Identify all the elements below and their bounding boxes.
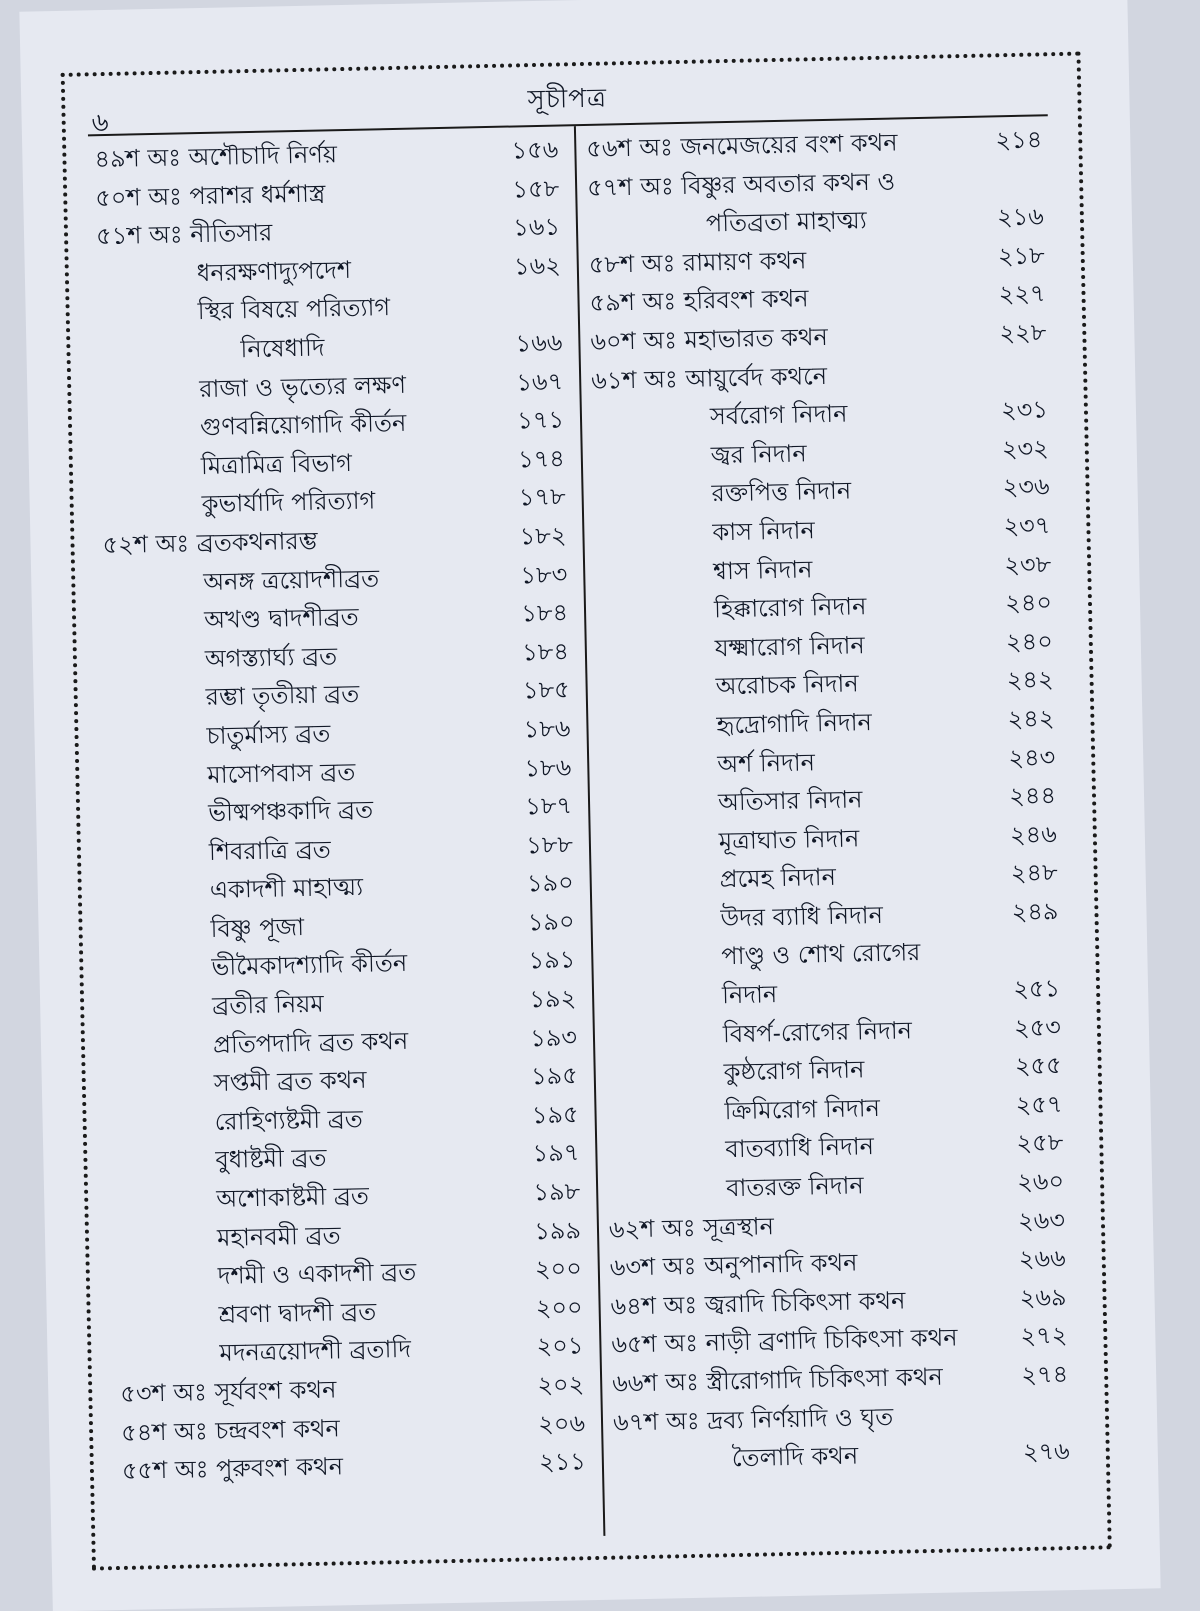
toc-entry-page: ২৬৩ [1017,1205,1066,1235]
toc-entry-page: ২০২ [537,1370,585,1400]
toc-entry-page: ২৫৮ [1016,1128,1064,1158]
toc-entry-page: ২৪৪ [1008,781,1057,811]
toc-entry-page: ২৬৬ [1018,1244,1066,1274]
toc-entry-title: অখণ্ড দ্বাদশীব্রত [203,602,359,635]
toc-entry-page: ২১১ [538,1447,587,1477]
toc-entry-page: ১৮৬ [523,714,571,744]
toc-entry-title: নিষেধাদি [240,333,325,364]
book-page [19,0,1160,1611]
toc-entry-title: বাতব্যাধি নিদান [725,1132,875,1164]
toc-entry-page: ২৪০ [1005,626,1054,656]
toc-entry-title: ৬৬শ অঃ স্ত্রীরোগাদি চিকিৎসা কথন [611,1362,944,1398]
toc-entry-page: ২১৬ [996,202,1045,232]
toc-entry-title: অরোচক নিদান [715,669,859,701]
toc-entry-title: পাণ্ডু ও শোথ রোগের [721,938,921,971]
toc-entry-title: ৫০শ অঃ পরাশর ধর্মশাস্ত্র [94,179,326,212]
toc-entry-page: ১৭৪ [517,444,566,474]
toc-entry-title: মহানবমী ব্রত [216,1220,341,1252]
toc-entry-page: ২৩৮ [1004,549,1052,579]
toc-entry-page: ২৪৯ [1011,897,1059,927]
toc-entry-title: জ্বর নিদান [710,439,807,470]
toc-entry-title: কুভার্যাদি পরিত্যাগ [201,486,376,519]
toc-entry-title: রম্ভা তৃতীয়া ব্রত [205,680,360,712]
toc-entry-page: ১৬২ [513,251,562,281]
toc-entry-title: প্রতিপদাদি ব্রত কথন [212,1026,409,1059]
toc-entry-page: ২২৭ [998,279,1046,309]
toc-entry-title: ৫৯শ অঃ হরিবংশ কথন [589,284,809,318]
toc-entry-page: ২৭২ [1020,1321,1068,1351]
toc-entry-title: সর্বরোগ নিদান [709,399,848,431]
toc-entry-page: ২৩৭ [1003,511,1051,541]
toc-entry-page: ২৪২ [1007,704,1055,734]
toc-entry-page: ২০০ [534,1254,583,1284]
toc-entry-page: ১৯৯ [533,1215,582,1245]
toc-entry-title: পতিব্রতা মাহাত্ম্য [705,206,867,238]
toc-entry-page: ২৫৭ [1015,1090,1063,1119]
toc-entry-title: হিক্কারোগ নিদান [713,592,867,624]
page-title: সূচীপত্র [527,83,608,116]
toc-entry-title: ৫৪শ অঃ চন্দ্রবংশ কথন [120,1413,341,1447]
left-column [88,130,592,1490]
toc-entry-title: ৫৬শ অঃ জনমেজয়ের বংশ কথন [586,128,898,163]
toc-entry-title: ক্রিমিরোগ নিদান [724,1093,881,1126]
toc-entry-page: ১৬১ [512,212,561,242]
toc-entry-title: ৬১শ অঃ আয়ুর্বেদ কথনে [590,361,828,395]
toc-entry-page: ১৮৮ [525,830,574,860]
toc-entry-page: ১৭১ [516,405,565,435]
toc-entry-page: ২০০ [535,1293,583,1323]
toc-entry-page: ১৯২ [529,984,577,1014]
toc-entry-page: ২০৬ [537,1408,586,1438]
toc-entry-page: ১৮৪ [521,598,569,628]
contents-area [87,68,1077,1548]
toc-entry-page: ২৩১ [1000,395,1049,425]
toc-entry-title: ৬৭শ অঃ দ্রব্য নির্ণয়াদি ও ঘৃত [612,1402,894,1437]
toc-entry-title: নিদান [721,980,778,1010]
toc-entry-title: কুষ্ঠরোগ নিদান [723,1055,865,1087]
toc-entry-title: মাসোপবাস ব্রত [207,757,356,789]
toc-entry-page: ২৫৫ [1014,1051,1062,1081]
toc-entry-title: ধনরক্ষণাদ্যুপদেশ [196,255,352,287]
toc-entry-page: ১৯০ [526,868,575,898]
toc-entry-title: অতিসার নিদান [717,785,863,817]
toc-entry-page: ১৯৮ [533,1177,581,1207]
toc-entry-page: ১৬৭ [516,367,564,397]
right-column [586,120,1076,1480]
toc-entry-title: ভীমৈকাদশ্যাদি কীর্তন [211,949,408,982]
toc-entry-title: ভীষ্মপঞ্চকাদি ব্রত [207,795,374,828]
toc-entry-page: ১৮৭ [525,791,573,821]
toc-entry-page: ২৬৯ [1019,1282,1067,1312]
toc-entry-title: স্থির বিষয়ে পরিত্যাগ [197,293,391,326]
toc-entry-page: ২৪৬ [1009,819,1058,849]
toc-entry-page: ২৫১ [1012,974,1061,1004]
toc-entry-title: মূত্রাঘাত নিদান [718,824,860,855]
toc-entry-page: ১৯৫ [531,1100,579,1130]
toc-entry-page: ১৯১ [528,945,576,975]
toc-entry-page: ২৪০ [1004,588,1053,618]
toc-entry-title: ৫১শ অঃ নীতিসার [95,218,273,251]
toc-entry-title: অর্শ নিদান [716,747,816,778]
toc-entry-title: অগস্ত্যার্ঘ্য ব্রত [204,641,338,673]
toc-entry-page: ২৫৩ [1013,1012,1062,1042]
toc-entry-page: ১৯৭ [532,1138,580,1168]
toc-entry-title: রক্তপিত্ত নিদান [711,476,852,508]
toc-entry-title: দশমী ও একাদশী ব্রত [217,1257,417,1291]
toc-entry-title: শিবরাত্রি ব্রত [208,835,332,866]
toc-entry-title: ব্রতীর নিয়ম [211,989,324,1021]
toc-entry-page: ২৪৩ [1008,742,1056,772]
toc-entry-page: ১৮৬ [524,752,572,782]
toc-entry-title: কাস নিদান [712,516,816,547]
page-number: ৬ [91,107,109,139]
toc-entry-page: ২১৪ [995,125,1043,155]
toc-entry-page: ২৩৬ [1002,472,1050,502]
toc-entry-title: শ্রবণা দ্বাদশী ব্রত [218,1297,377,1329]
toc-entry-title: রাজা ও ভৃত্যের লক্ষণ [199,370,407,403]
toc-entry-title: শ্বাস নিদান [712,554,813,585]
toc-entry-title: রোহিণ্যষ্টমী ব্রত [214,1104,364,1136]
toc-entry-title: বুধাষ্টমী ব্রত [215,1144,327,1175]
toc-entry-page: ১৮৩ [520,559,568,589]
toc-entry-page: ১৬৬ [515,328,563,358]
toc-entry-page: ১৮৫ [522,675,570,705]
toc-entry-title: সপ্তমী ব্রত কথন [213,1065,367,1098]
toc-entry-title: উদর ব্যাধি নিদান [720,900,884,933]
toc-entry-title: যক্ষ্মারোগ নিদান [714,630,865,663]
toc-entry-page: ১৮৪ [521,637,570,667]
toc-entry-page: ২৭৬ [1022,1437,1071,1467]
toc-entry-title: ৬৪শ অঃ জ্বরাদি চিকিৎসা কথন [610,1286,906,1321]
toc-entry [613,1432,1076,1480]
toc-entry-title: মিত্রামিত্র বিভাগ [200,448,353,480]
toc-entry-title: গুণবন্নিয়োগাদি কীর্তন [199,408,407,442]
toc-entry-title: হৃদ্রোগাদি নিদান [716,707,873,740]
toc-entry-page: ২২৮ [999,318,1047,348]
toc-entry-title: বাতরক্ত নিদান [725,1171,864,1203]
toc-entry-page: ২৪২ [1006,665,1054,695]
toc-entry-page: ২৭৪ [1021,1360,1069,1390]
toc-entry-title: মদনত্রয়োদশী ব্রতাদি [219,1335,412,1368]
toc-entry-title: ৬৩শ অঃ অনুপানাদি কথন [609,1248,858,1282]
toc-entry-title: চাতুর্মাস্য ব্রত [206,719,331,750]
toc-entry-page: ২৬০ [1016,1167,1065,1197]
toc-entry-title: ৫৮শ অঃ রামায়ণ কথন [588,246,807,279]
toc-entry-page: ২৩২ [1001,434,1050,464]
toc-entry-page: ১৯৫ [530,1061,579,1091]
toc-entry-page: ২০১ [536,1331,584,1361]
toc-entry-title: ৬২শ অঃ সূত্রস্থান [608,1211,775,1244]
toc-entry-title: ৫২শ অঃ ব্রতকথনারম্ভ [102,526,318,560]
toc-entry-title: ৫৭শ অঃ বিষ্ণুর অবতার কথন ও [586,167,896,202]
toc-entry-title: অশোকাষ্টমী ব্রত [215,1181,370,1213]
toc-entry-page: ১৫৬ [511,135,559,165]
toc-entry-title: একাদশী মাহাত্ম্য [209,873,364,905]
toc-entry-title: ৫৫শ অঃ পুরুবংশ কথন [121,1452,344,1486]
toc-entry-title: ৪৯শ অঃ অশৌচাদি নির্ণয় [94,140,338,174]
toc-entry-page: ২১৮ [997,241,1045,271]
toc-entry-page: ১৯০ [527,907,575,937]
toc-entry-page: ১৯৩ [529,1022,578,1052]
toc-entry-title: প্রমেহ নিদান [719,863,837,894]
toc-entry-title: ৬৫শ অঃ নাড়ী ব্রণাদি চিকিৎসা কথন [611,1323,958,1360]
toc-entry-title: তৈলাদি কথন [731,1441,859,1473]
toc-entry-title: ৬০শ অঃ মহাভারত কথন [590,322,829,356]
toc-entry-page: ১৫৮ [512,174,560,204]
toc-entry-page: ২৪৮ [1010,858,1058,888]
toc-entry-title: ৫৩শ অঃ সূর্যবংশ কথন [120,1375,337,1408]
toc-entry-title: অনঙ্গ ত্রয়োদশীব্রত [203,563,380,596]
toc-entry-title: বিষ্ণু পূজা [210,912,305,943]
toc-entry-page: ১৮২ [519,521,567,551]
toc-entry-page: ১৭৮ [518,482,566,512]
toc-entry-title: বিষর্প-রোগের নিদান [722,1015,913,1048]
